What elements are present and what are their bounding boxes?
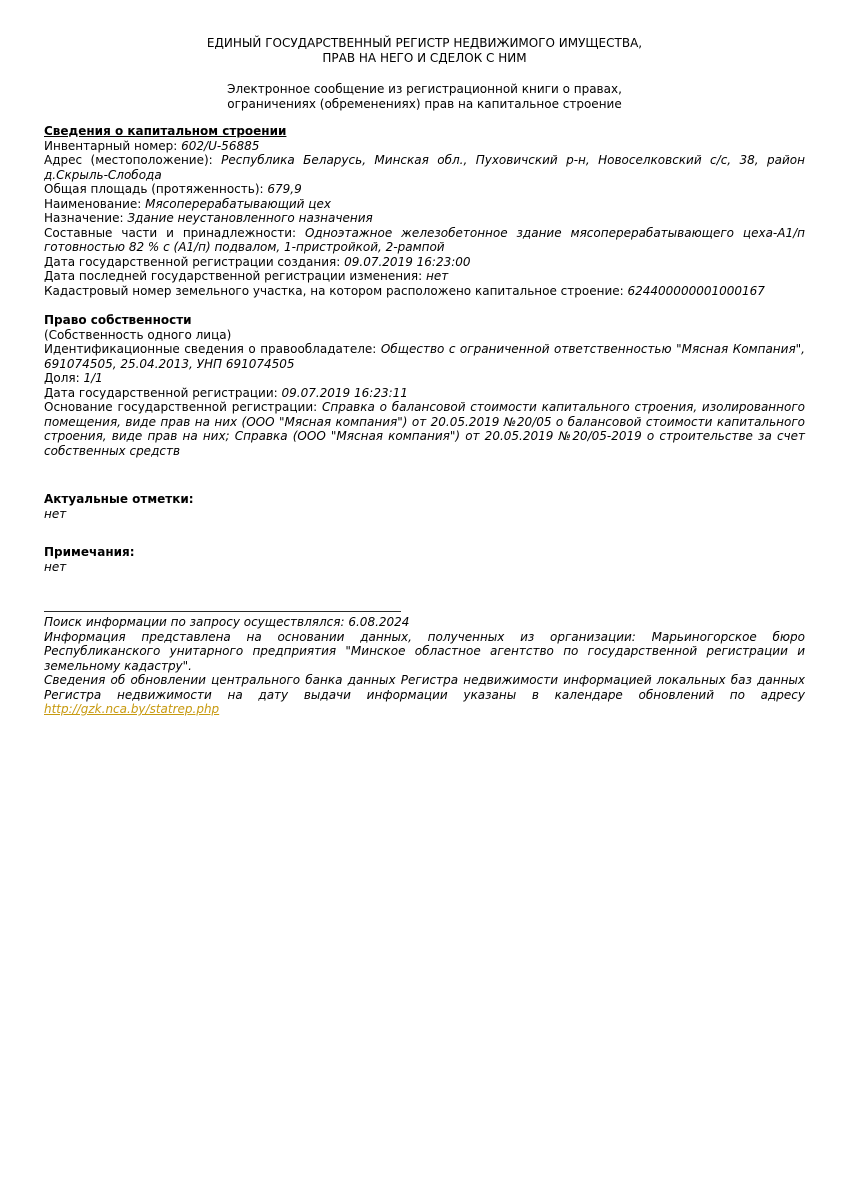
search-date-value: 6.08.2024 bbox=[348, 615, 410, 629]
building-section bbox=[44, 124, 805, 298]
field-value: Республика Беларусь, Минская обл., Пуховичский р-н, Новоселковский с/с, 38, район д.Скрыль-Слобода bbox=[44, 153, 805, 182]
field-value: 679,9 bbox=[267, 182, 302, 196]
document-subtitle-line2: ограничениях (обременениях) прав на капитальное строение bbox=[227, 96, 622, 111]
field-rightsholder bbox=[44, 342, 805, 371]
field-label: Дата государственной регистрации создания: bbox=[44, 254, 345, 269]
field-label: Дата последней государственной регистрации изменения: bbox=[44, 269, 426, 283]
field-components bbox=[44, 226, 805, 255]
field-registration-date bbox=[44, 386, 805, 401]
info-source-paragraph: Информация представлена на основании данных, полученных из организации: Марьиногорское бюро Республиканского унитарного предприятия "Минское областное агентство по государственной регистрации и земельному кадастру". bbox=[44, 629, 805, 673]
field-value: Мясоперерабатывающий цех bbox=[145, 196, 331, 211]
statrep-link[interactable]: http://gzk.nca.by/statrep.php bbox=[44, 702, 220, 716]
field-value: Одноэтажное железобетонное здание мясоперерабатывающего цеха-А1/п готовностью 82 % с (А1/п) подвалом, 1-пристройкой, 2-рампой bbox=[44, 225, 805, 254]
field-label: Составные части и принадлежности: bbox=[44, 225, 305, 240]
document-title-line2: ПРАВ НА НЕГО И СДЕЛОК С НИМ bbox=[322, 50, 527, 65]
marks-value: нет bbox=[44, 506, 67, 521]
field-value: 602/U-56885 bbox=[181, 138, 260, 153]
field-purpose bbox=[44, 211, 805, 226]
search-date-line bbox=[44, 615, 805, 630]
field-value: 1/1 bbox=[83, 371, 103, 385]
marks-section-title: Актуальные отметки: bbox=[44, 492, 194, 506]
building-section-title: Сведения о капитальном строении bbox=[44, 124, 287, 138]
field-creation-registration-date bbox=[44, 255, 805, 270]
ownership-section-title: Право собственности bbox=[44, 313, 192, 327]
field-label: Идентификационные сведения о правообладателе: bbox=[44, 342, 381, 356]
document-title-line1: ЕДИНЫЙ ГОСУДАРСТВЕННЫЙ РЕГИСТР НЕДВИЖИМОГО ИМУЩЕСТВА, bbox=[206, 36, 643, 50]
field-label: Кадастровый номер земельного участка, на котором расположено капитальное строение: bbox=[44, 283, 628, 298]
update-info-paragraph bbox=[44, 673, 805, 717]
field-share bbox=[44, 371, 805, 386]
field-value: 09.07.2019 16:23:00 bbox=[344, 254, 471, 269]
document-subtitle-line1: Электронное сообщение из регистрационной книги о правах, bbox=[227, 82, 622, 96]
field-value: 624400000001000167 bbox=[627, 283, 765, 298]
marks-section bbox=[44, 492, 805, 521]
field-value: 09.07.2019 16:23:11 bbox=[281, 385, 408, 400]
field-value: Здание неустановленного назначения bbox=[127, 211, 373, 225]
field-label: Доля: bbox=[44, 371, 84, 385]
field-address bbox=[44, 153, 805, 182]
field-label: Основание государственной регистрации: bbox=[44, 400, 322, 414]
field-name bbox=[44, 197, 805, 212]
field-label: Дата государственной регистрации: bbox=[44, 385, 282, 400]
notes-section bbox=[44, 545, 805, 574]
ownership-type: (Собственность одного лица) bbox=[44, 327, 232, 342]
document-subtitle bbox=[44, 82, 805, 111]
document-title bbox=[44, 36, 805, 65]
field-label: Наименование: bbox=[44, 196, 146, 211]
field-cadastral-number bbox=[44, 284, 805, 299]
footer-section bbox=[44, 600, 805, 717]
field-inventory-number bbox=[44, 139, 805, 154]
field-label: Адрес (местоположение): bbox=[44, 153, 222, 167]
footer-divider bbox=[44, 600, 401, 612]
field-last-change-date bbox=[44, 269, 805, 284]
field-value: нет bbox=[425, 269, 449, 283]
field-value: Общество с ограниченной ответственностью "Мясная Компания", 691074505, 25.04.2013, УНП 691074505 bbox=[44, 342, 805, 371]
ownership-section bbox=[44, 313, 805, 458]
field-label: Общая площадь (протяженность): bbox=[44, 182, 268, 196]
field-total-area bbox=[44, 182, 805, 197]
field-label: Назначение: bbox=[44, 211, 128, 225]
notes-value: нет bbox=[44, 559, 67, 574]
field-label: Инвентарный номер: bbox=[44, 138, 182, 153]
notes-section-title: Примечания: bbox=[44, 545, 135, 559]
field-value: Справка о балансовой стоимости капитального строения, изолированного помещения, виде прав на них (ООО "Мясная компания") от 20.05.2019 №20/05 о балансовой стоимости капитального строения, виде прав на них; Справка (ООО "Мясная компания") от 20.05.2019 №20/05-2019 о строительстве за счет собственных средств bbox=[44, 400, 805, 458]
update-info-text: Сведения об обновлении центрального банка данных Регистра недвижимости информацией локальных баз данных Регистра недвижимости на дату выдачи информации указаны в календаре обновлений по адресу bbox=[44, 673, 805, 702]
search-date-label: Поиск информации по запросу осуществлялся: bbox=[44, 615, 349, 629]
field-registration-basis bbox=[44, 400, 805, 458]
